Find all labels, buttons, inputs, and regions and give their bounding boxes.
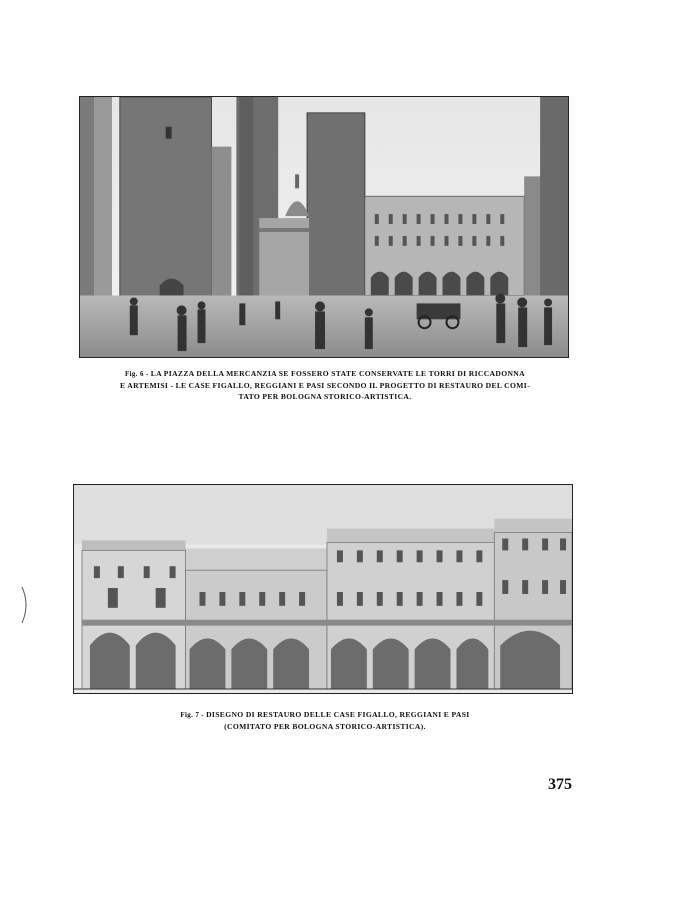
page-number: 375 [548,776,572,793]
piazza-mercanzia-illustration [80,97,568,357]
figure-7-label: Fig. 7 - [180,711,207,719]
figure-6-label: Fig. 6 - [125,370,151,378]
figure-6-caption-line-1: LA PIAZZA DELLA MERCANZIA SE FOSSERO STATE CONSERVATE LE TORRI DI RICCADONNA [150,369,525,378]
figure-6-caption-line-2: E ARTEMISI - LE CASE FIGALLO, REGGIANI E PASI SECONDO IL PROGETTO DI RESTAURO DEL COMI- [120,381,530,390]
figure-6-caption [86,368,564,402]
figure-7-caption [120,709,530,732]
figure-7-caption-line-2: (COMITATO PER BOLOGNA STORICO-ARTISTICA). [224,722,426,731]
margin-bracket-mark [18,585,32,625]
facade-restoration-drawing [74,485,572,693]
figure-7-caption-line-1: DISEGNO DI RESTAURO DELLE CASE FIGALLO, REGGIANI E PASI [206,710,470,719]
figure-6-image [79,96,569,358]
figure-7-image [73,484,573,694]
figure-6-caption-line-3: TATO PER BOLOGNA STORICO-ARTISTICA. [238,392,412,401]
